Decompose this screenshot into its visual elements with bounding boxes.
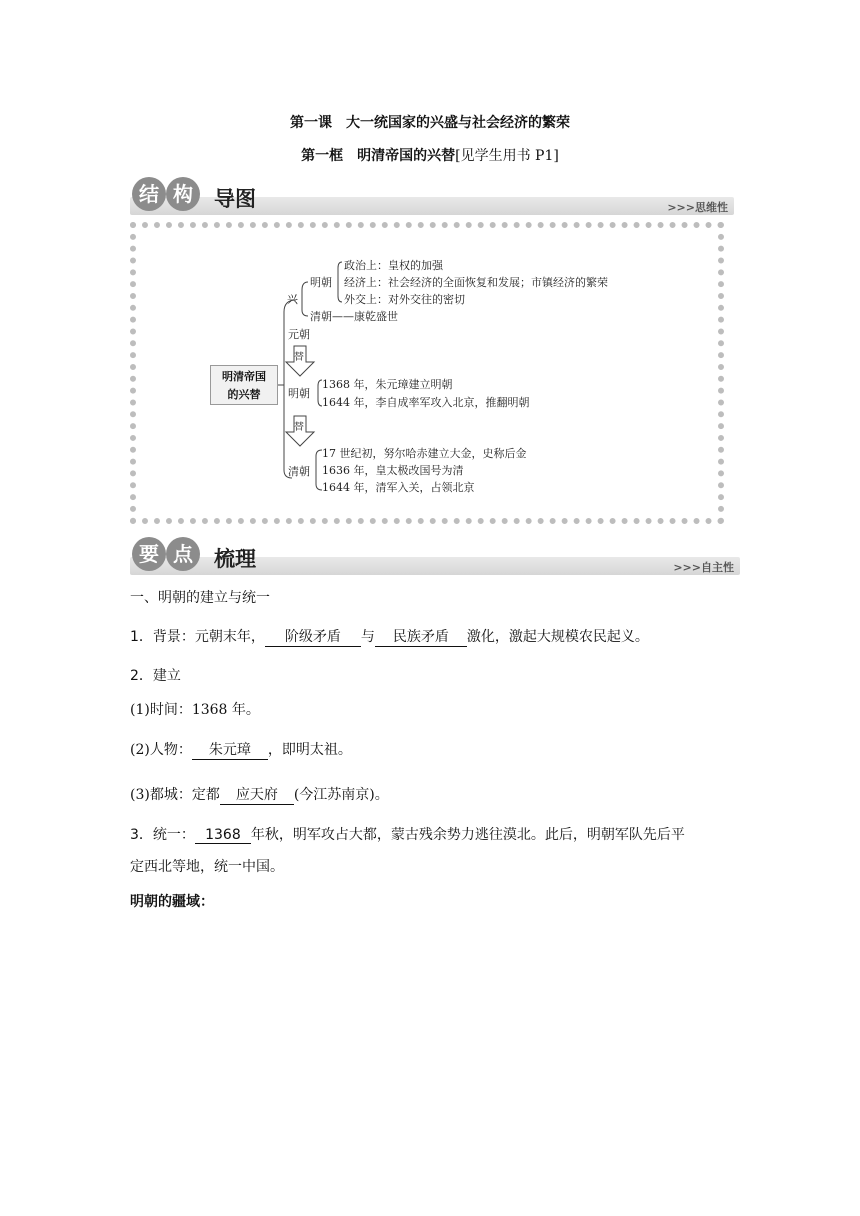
mindmap-yuan: 元朝 xyxy=(288,328,310,341)
mindmap-qing2-item: 17 世纪初，努尔哈赤建立大金，史称后金 xyxy=(322,447,527,460)
paragraph-unify xyxy=(130,824,685,844)
xing-bracket xyxy=(302,282,308,316)
mindmap-qing2-item: 1636 年，皇太极改国号为清 xyxy=(322,464,464,477)
text: ，即明太祖。 xyxy=(267,742,352,758)
section-tag: >>>自主性 xyxy=(673,561,734,574)
ming-items-bracket xyxy=(338,262,342,302)
section-bubble: 点 xyxy=(166,537,200,571)
paragraph-establish: 2．建立 xyxy=(130,668,181,684)
paragraph-unify-cont: 定西北等地，统一中国。 xyxy=(130,859,284,875)
fill-blank: 朱元璋 xyxy=(192,739,268,760)
root-line: 的兴替 xyxy=(227,388,261,401)
heading-1: 一、明朝的建立与统一 xyxy=(130,590,270,606)
mindmap-ming2: 明朝 xyxy=(288,387,310,400)
frame-title: 第一框 明清帝国的兴替 xyxy=(301,148,456,164)
territory-label: 明朝的疆域： xyxy=(130,894,214,910)
text: (2)人物： xyxy=(130,742,192,758)
section-header-points xyxy=(130,535,740,579)
section-word: 梳理 xyxy=(214,547,256,571)
root-line: 明清帝国 xyxy=(222,370,266,383)
text: (今江苏南京)。 xyxy=(293,787,389,803)
fill-blank: 1368 xyxy=(195,827,251,844)
fill-blank: 应天府 xyxy=(220,784,294,805)
paragraph-capital xyxy=(130,784,389,805)
section-bubble: 构 xyxy=(166,177,200,211)
fill-blank: 阶级矛盾 xyxy=(265,626,361,647)
mindmap-ti: 替 xyxy=(294,352,304,363)
lesson-title: 第一课 大一统国家的兴盛与社会经济的繁荣 xyxy=(290,115,570,131)
paragraph-person xyxy=(130,739,352,760)
paragraph-background xyxy=(130,626,649,647)
paragraph-time: (1)时间：1368 年。 xyxy=(130,702,260,718)
fill-blank: 民族矛盾 xyxy=(375,626,467,647)
item-label: 3．统一： xyxy=(130,827,195,843)
text: 元朝末年， xyxy=(194,629,265,645)
mindmap-qing2: 清朝 xyxy=(288,465,310,478)
mindmap-qing2-item: 1644 年，清军入关，占领北京 xyxy=(322,481,475,494)
text: 与 xyxy=(360,629,375,645)
item-label: 1．背景： xyxy=(130,629,195,645)
mindmap-ming-item: 经济上：社会经济的全面恢复和发展；市镇经济的繁荣 xyxy=(344,276,608,289)
mindmap-ming-item: 政治上：皇权的加强 xyxy=(344,259,443,272)
text: 年秋，明军攻占大都，蒙古残余势力逃往漠北。此后，明朝军队先后平 xyxy=(250,827,685,843)
mindmap-xing: 兴 xyxy=(287,293,298,306)
text: (3)都城：定都 xyxy=(130,787,220,803)
section-word: 导图 xyxy=(214,187,256,211)
mindmap-ti: 替 xyxy=(294,422,304,433)
mindmap-ming2-item: 1368 年，朱元璋建立明朝 xyxy=(322,378,453,391)
mindmap-root xyxy=(210,365,278,405)
text: 激化，激起大规模农民起义。 xyxy=(466,629,649,645)
mindmap-ming2-item: 1644 年，李自成率军攻入北京，推翻明朝 xyxy=(322,396,530,409)
section-tag: >>>思维性 xyxy=(667,201,728,214)
section-bubble: 结 xyxy=(132,177,166,211)
mindmap-qing-line: 清朝——康乾盛世 xyxy=(310,310,398,323)
mindmap-ming-item: 外交上：对外交往的密切 xyxy=(344,293,465,306)
section-bubble: 要 xyxy=(132,537,166,571)
mindmap-ming: 明朝 xyxy=(310,276,332,289)
frame-ref: [见学生用书 P1] xyxy=(455,148,559,164)
